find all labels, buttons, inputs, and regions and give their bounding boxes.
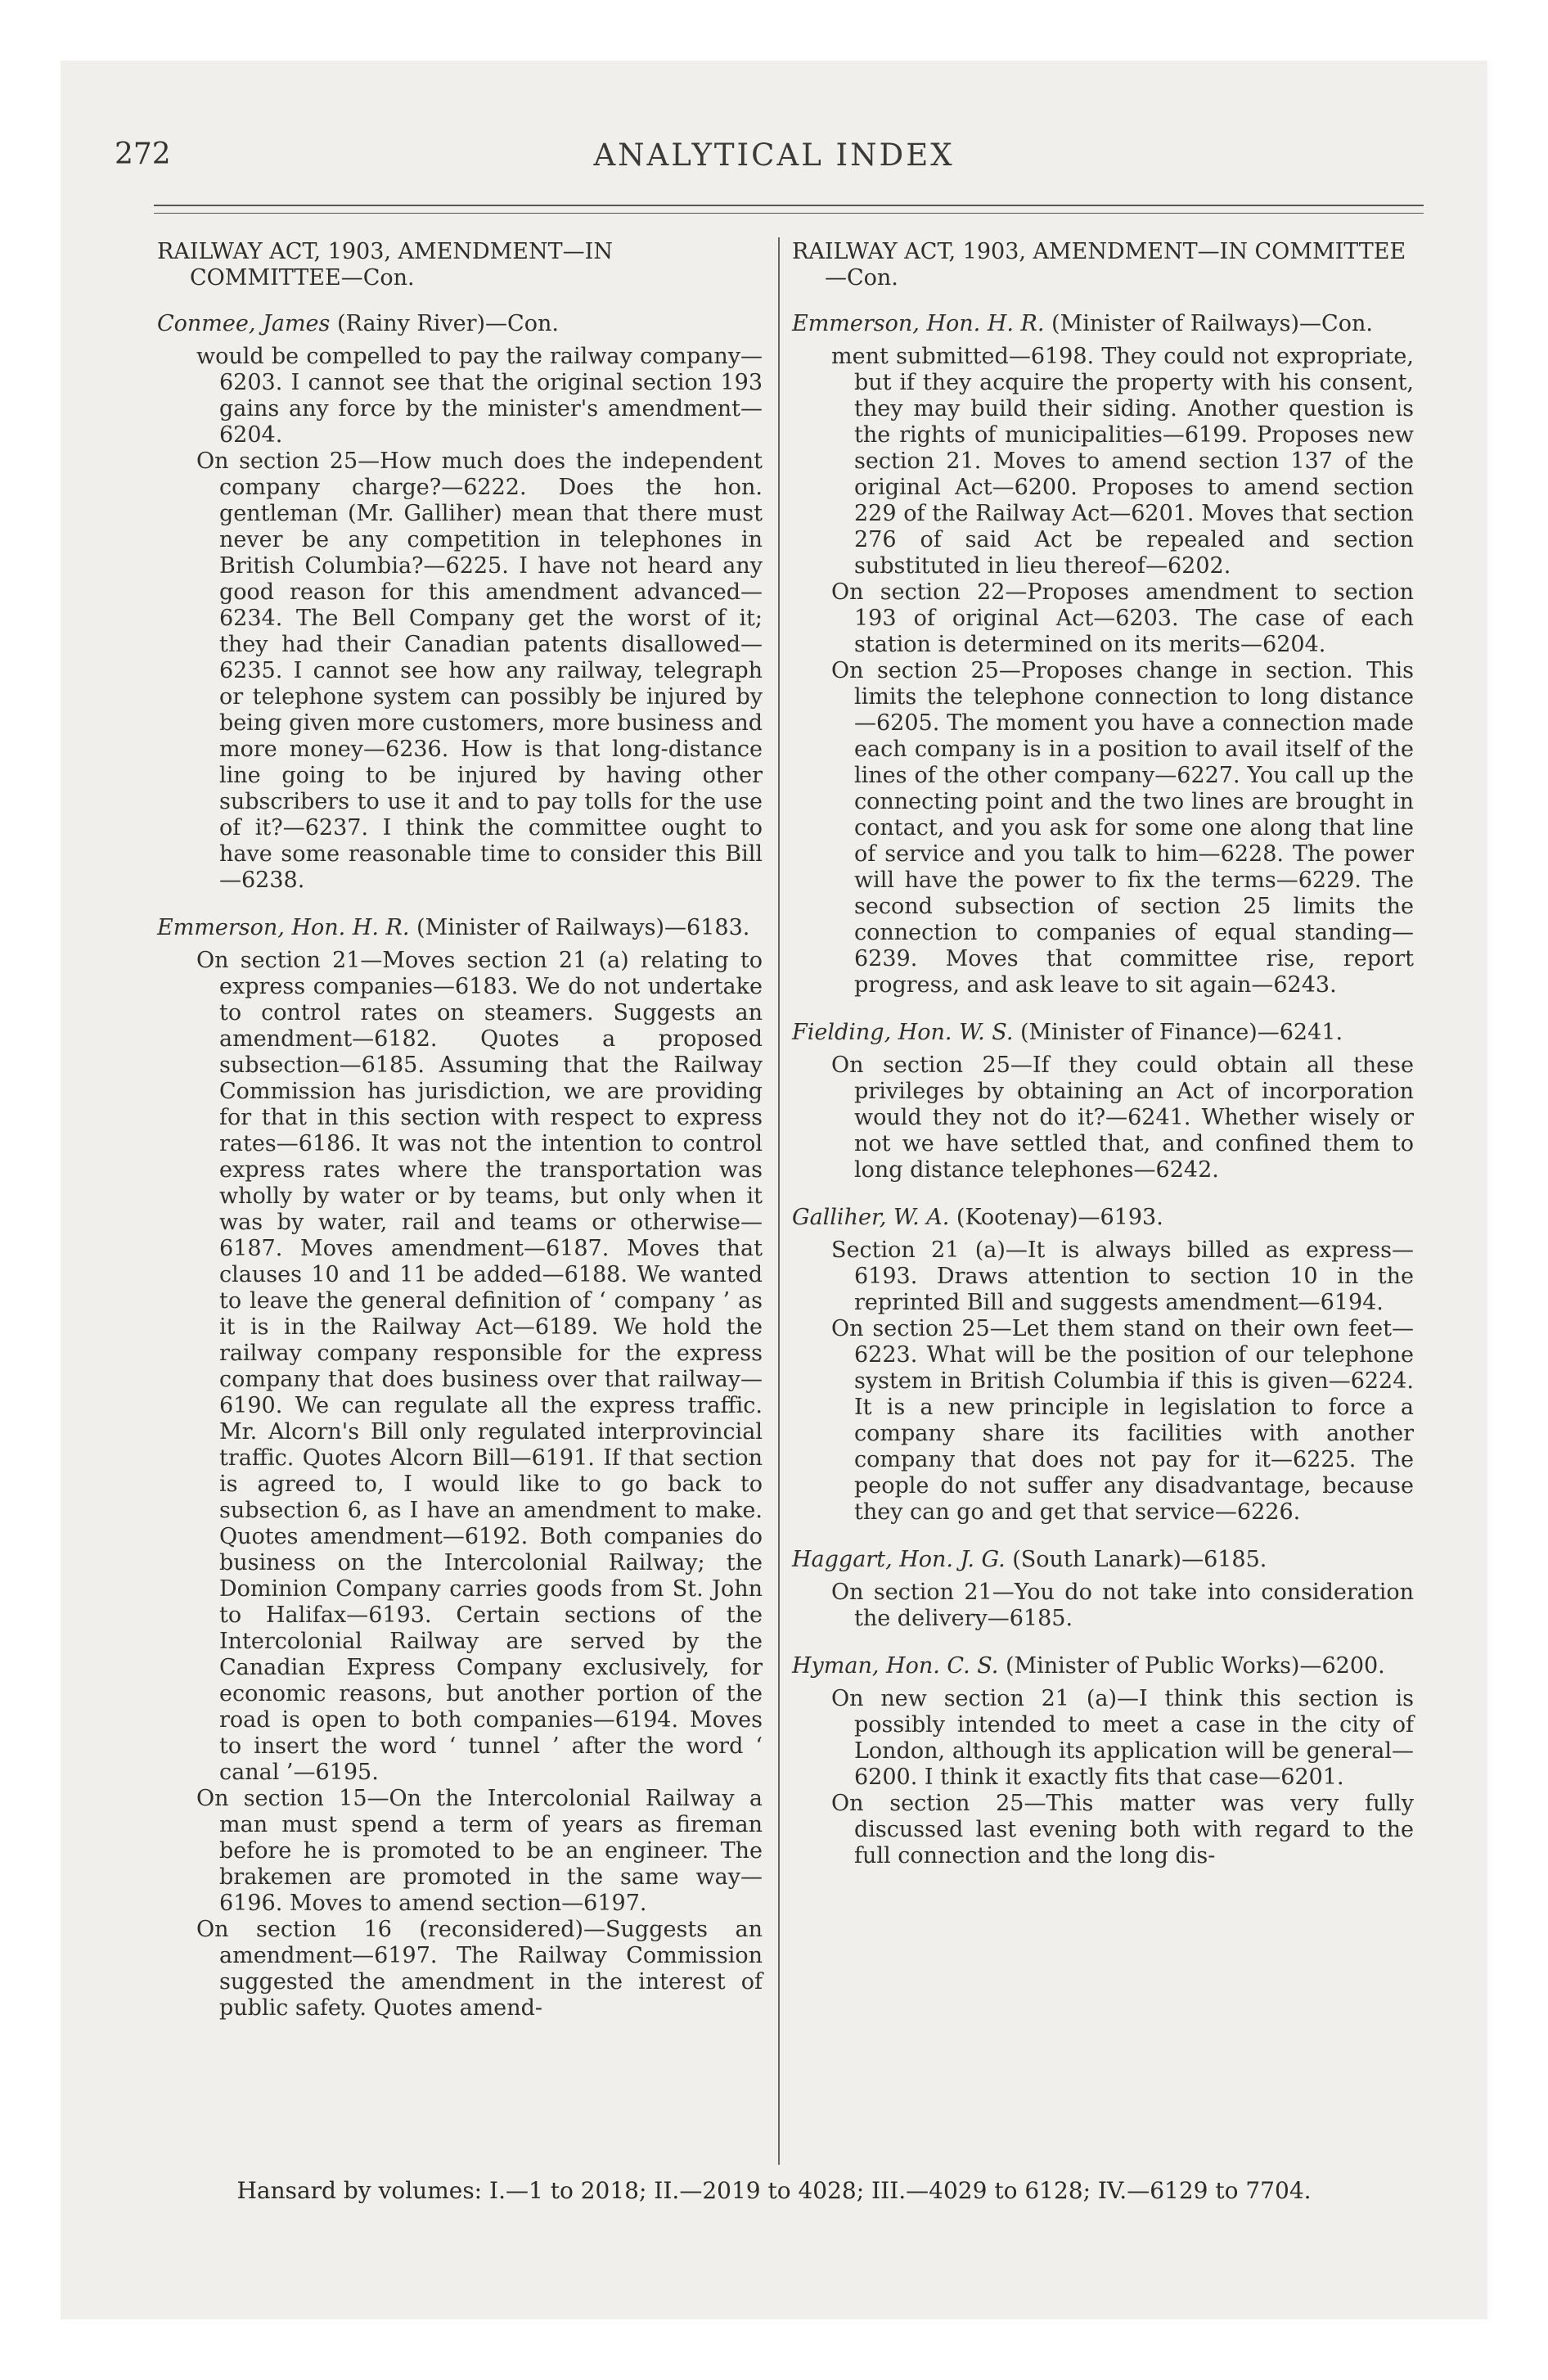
index-entry (792, 1547, 1414, 1632)
index-entry (157, 311, 763, 894)
header-rule (154, 205, 1424, 206)
speaker-riding: (Rainy River)—Con. (330, 311, 559, 336)
column-heading: RAILWAY ACT, 1903, AMENDMENT—IN COMMITTEE—Con. (792, 239, 1406, 291)
speaker-riding: (Kootenay)—6193. (949, 1205, 1163, 1230)
entry-paragraph: On section 22—Proposes amendment to section 193 of original Act—6203. The case of each station is determined on its merits—6204. (831, 579, 1414, 657)
entry-paragraph: On section 15—On the Intercolonial Railway a man must spend a term of years as fireman before he is promoted to be an engineer. The brakemen are promoted in the same way—6196. Moves to amend section—6197. (196, 1786, 763, 1916)
speaker-riding: (Minister of Railways)—6183. (409, 915, 750, 940)
speaker-name: Galliher, W. A. (792, 1205, 950, 1230)
footer-volume-note: Hansard by volumes: I.—1 to 2018; II.—2019 to 4028; III.—4029 to 6128; IV.—6129 to 7704. (236, 2177, 1312, 2204)
entry-paragraph: would be compelled to pay the railway company—6203. I cannot see that the original section 193 gains any force by the minister's amendment—6204. (196, 344, 763, 448)
column-heading: RAILWAY ACT, 1903, AMENDMENT—IN COMMITTEE—Con. (157, 239, 613, 291)
running-head: ANALYTICAL INDEX (593, 137, 955, 173)
speaker-riding: (South Lanark)—6185. (1005, 1547, 1267, 1572)
entry-paragraph: On section 21—You do not take into consideration the delivery—6185. (831, 1580, 1414, 1631)
entry-paragraph: On section 25—Proposes change in section. This limits the telephone connection to long distance—6205. The moment you have a connection made each company is in a position to avail itself of the lines of the other company—6227. You call up the connecting point and the two lines are brought in contact, and you ask for some one along that line of service and you talk to him—6228. The power will have the power to fix the terms—6229. The second subsection of section 25 limits the connection to companies of equal standing—6239. Moves that committee rise, report progress, and ask leave to sit again—6243. (831, 658, 1414, 998)
speaker-riding: (Minister of Railways)—Con. (1044, 311, 1373, 336)
entry-speaker (792, 1020, 1414, 1046)
speaker-name: Emmerson, Hon. H. R. (157, 915, 410, 940)
entry-speaker (792, 1547, 1414, 1573)
index-entry (792, 311, 1414, 998)
entry-paragraph: On section 16 (reconsidered)—Suggests an amendment—6197. The Railway Commission suggested the amendment in the interest of public safety. Quotes amend- (196, 1917, 763, 2021)
index-entry (792, 1653, 1414, 1869)
left-column (157, 239, 763, 2043)
speaker-name: Haggart, Hon. J. G. (792, 1547, 1006, 1572)
speaker-name: Hyman, Hon. C. S. (792, 1653, 999, 1679)
speaker-riding: (Minister of Finance)—6241. (1013, 1020, 1343, 1045)
entry-paragraph: ment submitted—6198. They could not expropriate, but if they acquire the property with his consent, they may build their siding. Another question is the rights of municipalities—6199. Proposes new section 21. Moves to amend section 137 of the original Act—6200. Proposes to amend section 229 of the Railway Act—6201. Moves that section 276 of said Act be repealed and section substituted in lieu thereof—6202. (831, 344, 1414, 579)
entry-speaker (157, 311, 763, 337)
speaker-name: Emmerson, Hon. H. R. (792, 311, 1045, 336)
entry-paragraph: On section 21—Moves section 21 (a) relating to express companies—6183. We do not undertake to control rates on steamers. Suggests an amendment—6182. Quotes a proposed subsection—6185. Assuming that the Railway Commission has jurisdiction, we are providing for that in this section with respect to express rates—6186. It was not the intention to control express rates where the transportation was wholly by water or by teams, but only when it was by water, rail and teams or otherwise—6187. Moves amendment—6187. Moves that clauses 10 and 11 be added—6188. We wanted to leave the general definition of ‘ company ’ as it is in the Railway Act—6189. We hold the railway company responsible for the express company that does business over that railway—6190. We can regulate all the express traffic. Mr. Alcorn's Bill only regulated interprovincial traffic. Quotes Alcorn Bill—6191. If that section is agreed to, I would like to go back to subsection 6, as I have an amendment to make. Quotes amendment—6192. Both companies do business on the Intercolonial Railway; the Dominion Company carries goods from St. John to Halifax—6193. Certain sections of the Intercolonial Railway are served by the Canadian Express Company exclusively, for economic reasons, but another portion of the road is open to both companies—6194. Moves to insert the word ‘ tunnel ’ after the word ‘ canal ’—6195. (196, 948, 763, 1785)
entry-paragraph: Section 21 (a)—It is always billed as express—6193. Draws attention to section 10 in the reprinted Bill and suggests amendment—6194. (831, 1237, 1414, 1315)
index-entry (792, 1020, 1414, 1183)
speaker-name: Fielding, Hon. W. S. (792, 1020, 1014, 1045)
entry-speaker (792, 311, 1414, 337)
entry-speaker (792, 1653, 1414, 1679)
speaker-riding: (Minister of Public Works)—6200. (998, 1653, 1385, 1679)
entry-speaker (157, 915, 763, 941)
index-entry (792, 1205, 1414, 1526)
page-number: 272 (115, 137, 171, 171)
entry-paragraph: On section 25—How much does the independent company charge?—6222. Does the hon. gentleman (Mr. Galliher) mean that there must never be any competition in telephones in British Columbia?—6225. I have not heard any good reason for this amendment advanced—6234. The Bell Company get the worst of it; they had their Canadian patents disallowed—6235. I cannot see how any railway, telegraph or telephone system can possibly be injured by being given more customers, more business and more money—6236. How is that long-distance line going to be injured by having other subscribers to use it and to pay tolls for the use of it?—6237. I think the committee ought to have some reasonable time to consider this Bill—6238. (196, 449, 763, 893)
entry-speaker (792, 1205, 1414, 1231)
speaker-name: Conmee, James (157, 311, 331, 336)
entry-paragraph: On section 25—If they could obtain all these privileges by obtaining an Act of incorporation would they not do it?—6241. Whether wisely or not we have settled that, and confined them to long distance telephones—6242. (831, 1053, 1414, 1183)
right-column (792, 239, 1414, 1891)
header-rule-thin (154, 213, 1424, 214)
entry-paragraph: On section 25—Let them stand on their own feet—6223. What will be the position of our telephone system in British Columbia if this is given—6224. It is a new principle in legislation to force a company share its facilities with another company that does not pay for it—6225. The people do not suffer any disadvantage, because they can go and get that service—6226. (831, 1316, 1414, 1525)
index-entry (157, 915, 763, 2022)
entry-paragraph: On section 25—This matter was very fully discussed last evening both with regard to the full connection and the long dis- (831, 1791, 1414, 1868)
column-divider (778, 237, 780, 2165)
entry-paragraph: On new section 21 (a)—I think this section is possibly intended to meet a case in the city of London, although its application will be general—6200. I think it exactly fits that case—6201. (831, 1686, 1414, 1790)
